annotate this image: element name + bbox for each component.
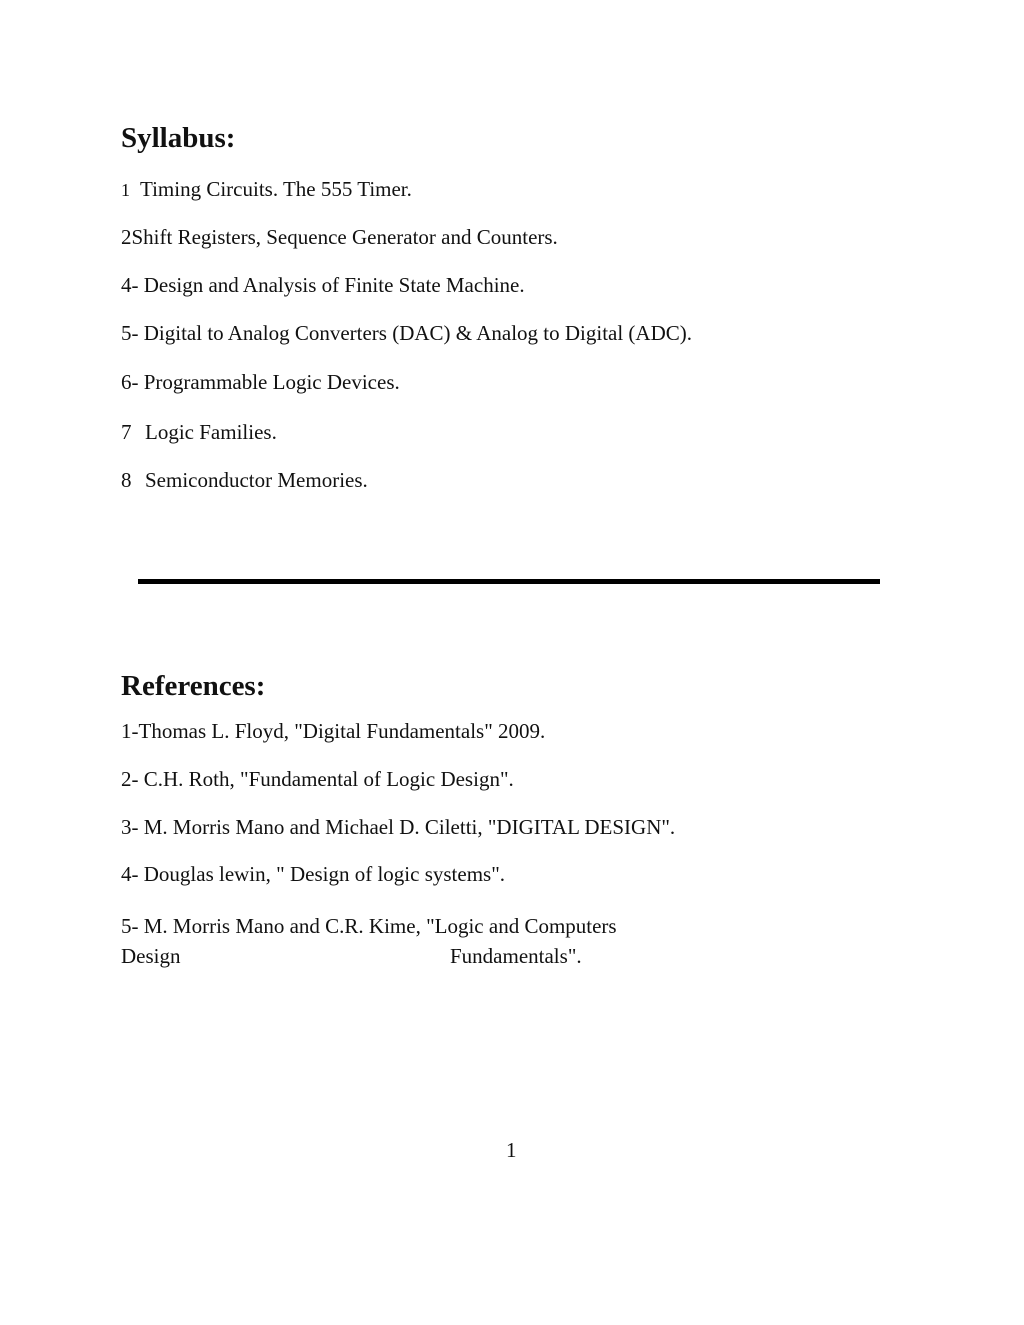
reference-item-2: 2- C.H. Roth, "Fundamental of Logic Design". — [121, 767, 514, 791]
syllabus-heading: Syllabus: — [121, 122, 236, 154]
syllabus-item-8-number: 8 — [121, 468, 132, 492]
syllabus-item-8 — [121, 470, 368, 491]
syllabus-item-6-text: 6- Programmable Logic Devices. — [121, 370, 400, 394]
page-number: 1 — [506, 1138, 517, 1162]
syllabus-item-6 — [121, 372, 400, 393]
syllabus-item-7-number: 7 — [121, 420, 132, 444]
syllabus-item-7 — [121, 422, 277, 443]
references-heading: References: — [121, 670, 266, 702]
reference-item-5-continuation-left: Design — [121, 944, 181, 968]
syllabus-item-7-text: Logic Families. — [145, 420, 277, 444]
reference-item-5: 5- M. Morris Mano and C.R. Kime, "Logic and Computers — [121, 914, 617, 938]
syllabus-item-4-text: 4- Design and Analysis of Finite State Machine. — [121, 273, 525, 297]
syllabus-item-5 — [121, 323, 692, 344]
syllabus-item-8-text: Semiconductor Memories. — [145, 468, 368, 492]
reference-item-5-continuation-right: Fundamentals". — [450, 944, 582, 968]
reference-item-3: 3- M. Morris Mano and Michael D. Ciletti, "DIGITAL DESIGN". — [121, 815, 676, 839]
syllabus-item-1 — [121, 179, 412, 200]
syllabus-item-2-text: Shift Registers, Sequence Generator and Counters. — [131, 225, 558, 249]
reference-item-4: 4- Douglas lewin, " Design of logic systems". — [121, 862, 506, 886]
syllabus-item-2-number: 2 — [121, 225, 132, 249]
reference-item-1: 1-Thomas L. Floyd, "Digital Fundamentals" 2009. — [121, 719, 546, 743]
syllabus-item-2 — [121, 227, 558, 248]
section-divider — [138, 579, 880, 584]
syllabus-item-4 — [121, 275, 525, 296]
syllabus-item-1-text: Timing Circuits. The 555 Timer. — [140, 177, 412, 201]
syllabus-item-1-number: 1 — [121, 180, 130, 200]
syllabus-item-5-text: 5- Digital to Analog Converters (DAC) & Analog to Digital (ADC). — [121, 321, 693, 345]
